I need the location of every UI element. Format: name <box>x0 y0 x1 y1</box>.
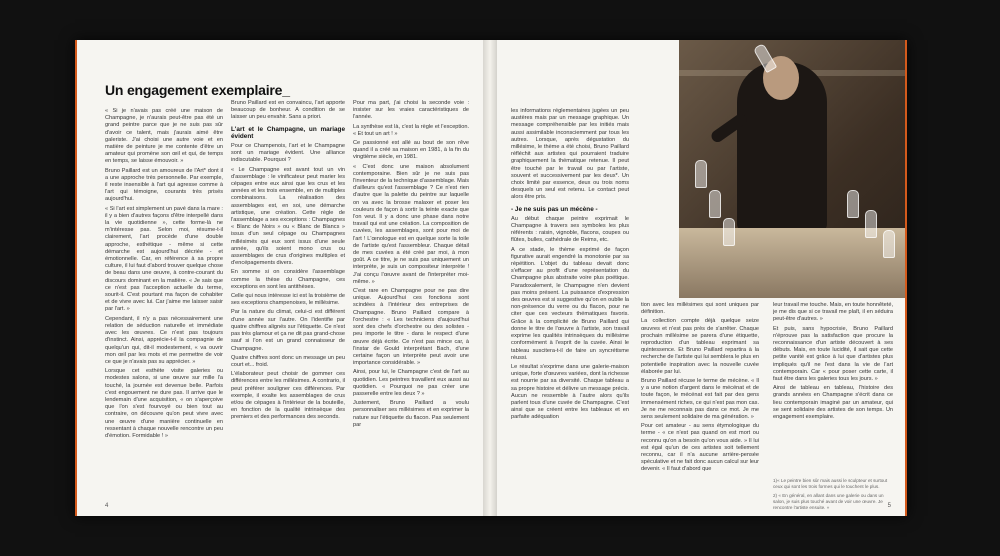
paragraph: Pour cet amateur - au sens étymologique du terme - « ce n'est pas quand on est mort ou reconnu qu'on a besoin qu'on vous aide. » Il lui est égal qu'un de ces artistes soit tellement reconnu, car il n'a aucune arrière-pensée spéculative et ne fait donc aucun calcul sur leur devenir. « Il faut d'abord que <box>641 423 759 473</box>
page-number-right: 5 <box>887 503 891 509</box>
spine-gutter <box>483 40 497 516</box>
glass-icon <box>709 190 721 218</box>
paragraph: tion avec les millésimes qui sont uniques par définition. <box>641 302 759 316</box>
paragraph: Celle qui nous intéresse ici est la troisième de ses exceptions champenoises, le millésime. <box>231 293 345 307</box>
left-page-column-3 <box>353 100 469 508</box>
paragraph: Au début chaque peintre exprimait le Champagne à travers ses symboles les plus référents : raisin, vignoble, flacons, coupes ou flûtes, bulles, cathédrale de Reims, etc. <box>511 215 629 244</box>
right-page <box>497 40 905 516</box>
right-page-column-2 <box>641 302 759 508</box>
paragraph: Ainsi de tableau en tableau, l'histoire des grands années en Champagne s'écrit dans ce lieu contemporain imaginé par un amateur, qui se sent solidaire des artistes de son temps. Un engagement exemplaire. <box>773 385 893 421</box>
paragraph: Lorsque cet esthète visite galeries ou modestes salons, si une œuvre sur mille l'a touché, la journée est devenue belle. Parfois c'est engouement ne dure pas. Il arrive que le lendemain d'une acquisition, « on s'aperçoive que l'on s'est fourvoyé ou bien tout au contraire, on découvre qu'on peut vivre avec une œuvre d'une manière continuelle en ressentant à chaque nouvelle rencontre un peu d'émotion. Formidable ! » <box>105 368 223 439</box>
paragraph: Bruno Paillard est un amoureux de l'Art* dont il a une approche très personnelle. Par exemple, il reste insensible à l'art qui agresse comme à l'art qui témoigne, courants très prisés aujourd'hui. <box>105 167 223 203</box>
man-arm-raising-glass <box>709 112 749 145</box>
paragraph: La collection compte déjà quelque seize œuvres et n'est pas près de s'arrêter. Chaque prochain millésime se parera d'une étiquette, reproduction d'un tableau exprimant sa quintessence. Et Bruno Paillard repartira à la recherche de l'artiste qui lui semblera le plus en potentielle inspiration avec la nouvelle cuvée élaborée par lui. <box>641 318 759 375</box>
paragraph: Pour ce Champenois, l'art et le Champagne sont un mariage évident. Une alliance indiscutable. Pourquoi ? <box>231 143 345 164</box>
section-heading-not-patron: - Je ne suis pas un mécène - <box>511 205 598 213</box>
paragraph: « Le Champagne est avant tout un vin d'assemblage : le vinificateur peut marier les cépages entre eux ainsi que les crus et les années et les trois ensemble, en de multiples combinaisons. La réalisation des assemblages est, en soi, une démarche artistique, une création. Cette règle de l'assemblage a ses exceptions : Champagnes « Blanc de Noirs » ou « Blanc de Blancs » issus d'un seul cépage ou Champagnes millésimés qui eux sont issus d'une seule année, qu'ils soient mono crus ou assemblages de crus d'origines multiples et d'encépagements divers. <box>231 166 345 267</box>
right-page-column-1 <box>511 108 629 508</box>
glass-icon <box>865 210 877 238</box>
paragraph: A ce stade, le thème exprimé de façon figurative aurait engendré la monotonie par sa répétition. L'objet du tableau devait donc s'effacer au profit d'une représentation du Champagne plus abstraite voire plus poétique. Paradoxalement, le Champagne n'en devient pas moins présent. La puissance d'expression des œuvres est si suggestive qu'on en oublie la non-présence du verre ou du flacon, pour ne citer que ces vecteurs thématiques favoris. Grâce à la complicité de Bruno Paillard qui donne le titre de l'œuvre à l'artiste, son travail exprime les qualités intrinsèques du millésime conformément à l'esprit de la cuvée. Ainsi le tableau suscitera-t-il de faire un syncrétisme réussi. <box>511 246 629 361</box>
glass-icon <box>723 218 735 246</box>
paragraph: 2) « En général, en allant dans une galerie ou dans un salon, je suis plus touché avant de voir une œuvre. Je rencontre l'artiste ensuite. » <box>773 493 884 510</box>
paragraph: Cependant, il n'y a pas nécessairement une relation de séduction naturelle et immédiate avec les œuvres. Ce n'est pas toujours d'instinct. Ainsi, apprécie-t-il la compagnie de quelqu'un qui, dit-il modestement, « va ouvrir mon œil par les mots et me permettre de voir ce que je n'avais pas su apprécier. » <box>105 315 223 365</box>
left-page <box>77 40 483 516</box>
section-heading-art-champagne: L'art et le Champagne, un mariage évident <box>231 125 345 140</box>
paragraph: En somme si on considère l'assemblage comme la thèse du Champagne, ces exceptions en sont les antithèses. <box>231 269 345 290</box>
paragraph: 1)« Le peintre bien sûr mais aussi le sculpteur et surtout ceux qui sont les trois formes qui le touchent le plus. <box>773 478 888 489</box>
paragraph: Pour ma part, j'ai choisi la seconde voie : insister sur les vraies caractéristiques de l'année. <box>353 100 469 121</box>
left-page-column-1 <box>105 108 223 508</box>
magazine-spread <box>75 40 907 516</box>
paragraph: « Si je n'avais pas créé une maison de Champagne, je n'aurais peut-être pas été un grand peintre parce que je ne suis pas sûr d'avoir ce talent, mais j'aurais aimé être galeriste. J'ai choisi une autre voie et en matière de peinture je me contente d'être un amateur qui promène son œil et qui, de temps en temps, se laisse émouvoir. » <box>105 108 223 165</box>
glass-icon <box>847 190 859 218</box>
glass-icon <box>695 160 707 188</box>
paragraph: Bruno Paillard est en convaincu, l'art apporte beaucoup de bonheur. A condition de se laisser un peu envahir. Sans a priori. <box>231 100 345 121</box>
paragraph: Ainsi, pour lui, le Champagne c'est de l'art au quotidien. Les peintres travaillent eux aussi au quotidien. « Pourquoi ne pas créer une passerelle entre les deux ? » <box>353 369 469 397</box>
paragraph: « Si l'art est simplement un pavé dans la mare : il y a bien d'autres façons d'être interpellé dans la vie quotidienne », cette forme-là ne m'intéresse pas. Selon moi, résume-t-il clairement, l'art procède d'une double approche, esthétique - même si cette démarche est aujourd'hui décriée - et émotionnelle. Car, en référence à sa propre culture, il lui faut d'abord trouver quelque chose de beau dans une œuvre, à contre-courant du discours dominant en la matière. « Je sais que ce n'est pas l'acception actuelle du terme, sourit-il. C'est pourtant ma façon de cohabiter et de vivre avec lui. Car j'aime me laisser saisir par l'art. » <box>105 205 223 313</box>
paragraph: C'est rare en Champagne pour ne pas dire unique. Aujourd'hui ces fonctions sont scindées à l'intérieur des entreprises de Champagne. Bruno Paillard compare à l'orchestre : « Les techniciens d'aujourd'hui sont des chefs d'orchestre ou des solistes - peu importe le titre - dans le respect d'une œuvre déjà écrite. Ce n'est pas mince car, à l'instar de Gould interprétant Bach, d'une certaine façon un interprète peut avoir une importance considérable. » <box>353 288 469 367</box>
paragraph: Le résultat s'exprime dans une galerie-maison unique, forte d'œuvres variées, dont la richesse est nourrie par sa diversité. Chaque tableau a sa propre histoire et délivre un message précis. Aucun ne ressemble à l'autre alors qu'ils parlent tous d'une cuvée de Champagne. C'est ainsi que se créent entre les tableaux et en parfaite adéquation <box>511 363 629 421</box>
paragraph: leur travail me touche. Mais, en toute honnêteté, je me dis que si ce travail me plaît, il en séduira peut-être d'autres. » <box>773 302 893 323</box>
paragraph: Ce passionné est allé au bout de son rêve quand il a créé sa maison en 1981, à la fin du vingtième siècle, en 1981. <box>353 140 469 161</box>
left-page-column-2 <box>231 100 345 508</box>
paragraph: La synthèse est là, c'est la règle et l'exception. « Et tout un art ! » <box>353 123 469 137</box>
article-title: Un engagement exemplaire_ <box>105 82 290 98</box>
paragraph: Quatre chiffres sont donc un message un peu court et... froid. <box>231 354 345 368</box>
glass-icon <box>883 230 895 258</box>
portrait-photo <box>679 40 905 298</box>
bar-counter <box>679 228 905 298</box>
footnotes <box>773 478 897 514</box>
paragraph: Et puis, sans hypocrisie, Bruno Paillard n'éprouve pas la satisfaction que procure la reconnaissance d'un artiste découvert à ses débuts. Mais, en toute lucidité, il sait que cette petite vanité est grâce à lui que d'artistes plus impliqués qu'il ne l'est dans la vie de l'art contemporain. Car « pour poser cette carte, il faut être dans les galeries tous les jours. » <box>773 325 893 383</box>
paragraph: « C'est donc une maison absolument contemporaine. Bien sûr je ne suis pas l'inventeur de la technique d'assemblage. Mais d'ailleurs qu'est l'assemblage ? Ce n'est rien d'autre que la palette du peintre sur laquelle on va avec la brosse malaxer et poser les couleurs de façon à sortir la teinte exacte que l'on veut. Il y a donc une phase dans notre travail qui est une création. La composition de cuvées, les assemblages, sont pour moi de l'art ! L'œnologue est en quelque sorte la toile de l'artiste qu'est l'assembleur. Chaque détail de mes cuvées a été créé par moi, à mon goût. A ce titre, je ne suis pas uniquement un interprète, je suis un compositeur interprète ! J'ai conçu l'œuvre avant de l'interpréter moi-même. » <box>353 163 469 285</box>
paragraph: Justement, Bruno Paillard a voulu personnaliser ses millésimes et en exprimer la nature sur l'étiquette du flacon. Pas seulement par <box>353 400 469 428</box>
paragraph: Bruno Paillard récuse le terme de mécène. « Il y a une notion d'argent dans le mécénat et de toute façon, le mécénat est fait par des gens immensément riches, ce qui n'est pas mon cas. Je ne me reconnais pas dans ce mot. Je me sens seulement solidaire de ma génération. » <box>641 378 759 421</box>
man-tasting-figure <box>737 62 827 232</box>
paragraph: L'élaborateur peut choisir de gommer ces différences entre les millésimes. A contrario, il peut préférer souligner ces différences. Par exemple, il exalte les assemblages de crus et/ou de cépages à l'intérieur de la bouteille, en fonction de la qualité intrinsèque des premiers et des performances des seconds. <box>231 371 345 421</box>
page-number-left: 4 <box>105 503 109 509</box>
paragraph: les informations réglementaires jugées un peu austères mais par un message graphique. Un message compréhensible par les initiés mais aussi assimilable inconsciemment par tous les autres. Lorsque, après dégustation du millésime, le thème a été choisi, Bruno Paillard réfléchit aux artistes qui pourraient traduire graphiquement la thématique retenue. Il peut être touché par le travail ou par l'artiste, souvent et successivement par les deux*. Un choix limité par essence, deux ou trois noms desquels un seul est retenu. Le contact peut alors être pris. <box>511 108 629 201</box>
right-page-column-3 <box>773 302 893 474</box>
paragraph: Par la nature du climat, celui-ci est différent d'une année sur l'autre. On l'identifie par quatre chiffres alignés sur l'étiquette. Ce n'est pas très glamour et ça ne dit pas grand-chose sauf si l'on est un grand connaisseur de Champagne. <box>231 309 345 352</box>
